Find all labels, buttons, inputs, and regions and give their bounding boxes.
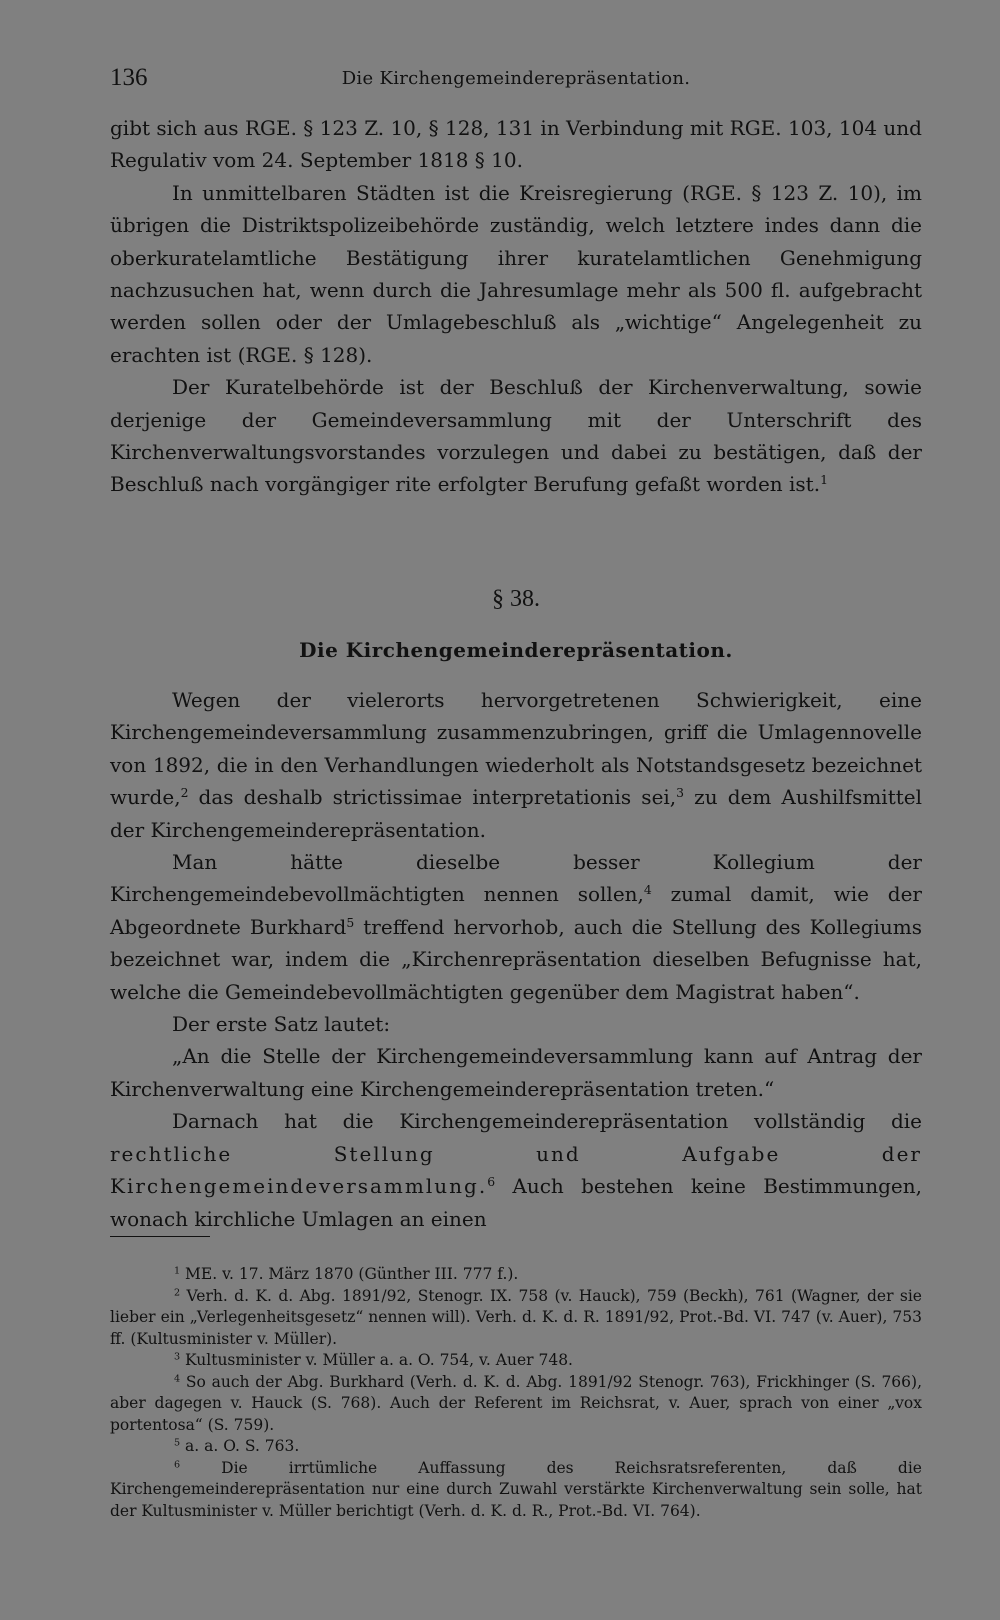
footnote-number: 5 [174,1437,181,1449]
section-number: § 38. [492,586,540,612]
running-head: Die Kirchengemeinderepräsentation. [341,68,691,89]
footnote-text: So auch der Abg. Burkhard (Verh. d. K. d. Abg. 1891/92 Stenogr. 763), Frickhinger (S. 766), aber dagegen v. Hauck (S. 768). Auch der Referent im Reichsrat, v. Auer, sprach von einer „vox portentosa“ (S. 759). [110,1372,922,1434]
footnote-divider [110,1236,210,1237]
paragraph-quote: „An die Stelle der Kirchengemeindeversammlung kann auf Antrag der Kirchenverwaltung eine Kirchengemeinderepräsentation treten.“ [110,1044,922,1101]
footnote-number: 4 [174,1373,181,1385]
paragraph-continued: gibt sich aus RGE. § 123 Z. 10, § 128, 131 in Verbindung mit RGE. 103, 104 und Regulativ vom 24. September 1818 § 10. [110,116,922,173]
section-title: Die Kirchengemeinderepräsentation. [299,638,733,662]
paragraph-text: Darnach hat die Kirchengemeinderepräsentation vollständig die [172,1109,922,1134]
footnote-number: 1 [174,1265,181,1277]
page-number: 136 [110,64,148,91]
footnote [110,1264,922,1286]
footnote [110,1286,922,1351]
footnote-number: 2 [174,1287,181,1299]
emphasized-text: rechtliche Stellung und Aufgabe der Kirchengemeindeversammlung. [110,1141,922,1199]
paragraph-text: Wegen der vielerorts hervorgetretenen Schwierigkeit, eine Kirchengemeindeversammlung zusammenzubringen, griff die Umlagennovelle von 1892, die in den Verhandlungen wiederholt als Notstandsgesetz bezeichnet wurde, [110,688,922,810]
footnote [110,1372,922,1437]
footnote [110,1436,922,1458]
footnote-ref: 2 [180,785,189,801]
page-header [110,64,922,104]
footnote-ref: 3 [676,785,685,801]
footnote-ref: 6 [487,1174,496,1190]
footnote-text: a. a. O. S. 763. [185,1437,300,1455]
footnote-ref: 4 [643,882,652,898]
paragraph-darnach [110,1105,922,1235]
paragraph-text: zumal damit, wie der Abgeordnete Burkhard [110,882,922,939]
footnote-text: ME. v. 17. März 1870 (Günther III. 777 f.). [185,1265,519,1283]
paragraph-text: Man hätte dieselbe besser Kollegium der Kirchengemeindebevollmächtigten nennen sollen, [110,850,922,907]
footnote-number: 6 [174,1459,181,1471]
footnote [110,1458,922,1523]
paragraph-kuratelbehoerde [110,371,922,501]
paragraph-text: treffend hervorhob, auch die Stellung des Kollegiums bezeichnet war, indem die „Kirchenrepräsentation dieselben Befugnisse hat, welche die Gemeindebevollmächtigten gegenüber dem Magistrat haben“. [110,914,922,1004]
footnote-ref: 5 [346,915,355,931]
footnote-ref: 1 [820,472,828,488]
paragraph-text: Der Kuratelbehörde ist der Beschluß der Kirchenverwaltung, sowie derjenige der Gemeindeversammlung mit der Unterschrift des Kirchenverwaltungsvorstandes vorzulegen und dabei zu bestätigen, daß der Beschluß nach vorgängiger rite erfolgter Berufung gefaßt worden ist. [110,375,922,497]
body-text-top [110,112,922,501]
paragraph-erster-satz: Der erste Satz lautet: [172,1012,391,1037]
paragraph-text: das deshalb strictissimae interpretationis sei, [188,785,677,810]
paragraph-umlagennovelle [110,684,922,846]
footnote-text: Verh. d. K. d. Abg. 1891/92, Stenogr. IX. 758 (v. Hauck), 759 (Beckh), 761 (Wagner, der sie lieber ein „Verlegenheitsgesetz“ nennen will). Verh. d. K. d. R. 1891/92, Prot.-Bd. VI. 747 (v. Auer), 753 ff. (Kultusminister v. Müller). [110,1286,922,1348]
footnote-text: Die irrtümliche Auffassung des Reichsratsreferenten, daß die Kirchengemeinderepräsentation nur eine durch Zuwahl verstärkte Kirchenverwaltung sein solle, hat der Kultusminister v. Müller berichtigt (Verh. d. K. d. R., Prot.-Bd. VI. 764). [110,1458,922,1520]
footnote [110,1350,922,1372]
body-text-main [110,684,922,1235]
paragraph-kreisregierung: In unmittelbaren Städten ist die Kreisregierung (RGE. § 123 Z. 10), im übrigen die Distriktspolizeibehörde zuständig, welch letztere indes dann die oberkuratelamtliche Bestätigung ihrer kuratelamtlichen Genehmigung nachzusuchen hat, wenn durch die Jahresumlage mehr als 500 fl. aufgebracht werden sollen oder der Umlagebeschluß als „wichtige“ Angelegenheit zu erachten ist (RGE. § 128). [110,180,922,367]
paragraph-kollegium [110,846,922,1008]
paragraph-text: Auch bestehen keine Bestimmungen, wonach kirchliche Umlagen an einen [110,1174,922,1231]
footnote-number: 3 [174,1351,181,1363]
paragraph-text: zu dem Aushilfsmittel der Kirchengemeinderepräsentation. [110,785,922,842]
footnote-text: Kultusminister v. Müller a. a. O. 754, v. Auer 748. [185,1351,573,1369]
footnotes [110,1264,922,1522]
